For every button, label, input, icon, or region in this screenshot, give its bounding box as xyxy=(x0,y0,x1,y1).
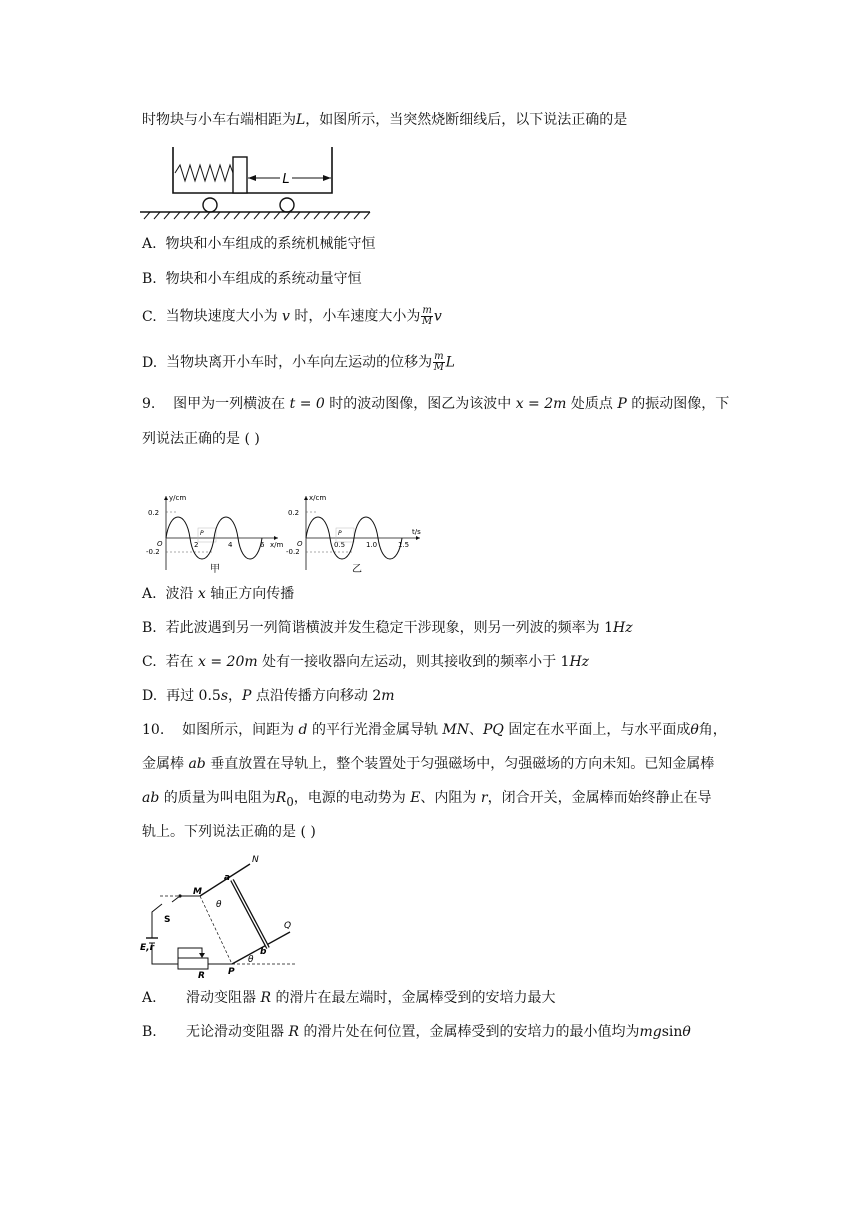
svg-text:2: 2 xyxy=(194,541,199,549)
svg-text:4: 4 xyxy=(228,541,233,549)
q8-option-b[interactable]: B. 物块和小车组成的系统动量守恒 xyxy=(142,271,362,287)
svg-text:1.0: 1.0 xyxy=(366,541,378,549)
svg-text:P: P xyxy=(338,530,342,537)
rail-circuit-figure xyxy=(140,852,300,978)
svg-text:O: O xyxy=(297,540,303,548)
svg-text:a: a xyxy=(224,873,231,883)
svg-text:b: b xyxy=(260,947,267,957)
svg-text:t/s: t/s xyxy=(412,528,421,536)
svg-text:-0.2: -0.2 xyxy=(146,548,160,556)
wave-graph-left xyxy=(146,494,284,575)
q8-option-c[interactable]: C. 当物块速度大小为 v 时，小车速度大小为 $\frac{m}{M}$ v xyxy=(142,305,442,327)
q10-stem-line1: 10. 如图所示，间距为 d 的平行光滑金属导轨 MN、PQ 固定在水平面上，与水平面成θ角， xyxy=(142,722,727,738)
wave-graphs-figure xyxy=(140,490,430,576)
q9-option-b[interactable]: B. 若此波遇到另一列简谐横波并发生稳定干涉现象，则另一列波的频率为 1Hz xyxy=(142,620,633,636)
q9-option-c[interactable]: C. 若在 x = 20m 处有一接收器向左运动，则其接收到的频率小于 1Hz xyxy=(142,654,590,670)
cart-spring-figure xyxy=(140,143,372,223)
q8-intro: 时物块与小车右端相距为L，如图所示，当突然烧断细线后，以下说法正确的是 xyxy=(142,112,628,128)
svg-text:0.2: 0.2 xyxy=(288,509,300,517)
svg-text:θ: θ xyxy=(248,955,254,965)
svg-text:S: S xyxy=(164,915,171,925)
fraction-m-over-M: $\frac{m}{M}$ xyxy=(422,305,433,327)
q10-option-b[interactable]: B. 无论滑动变阻器 R 的滑片处在何位置，金属棒受到的安培力的最小值均为mgsinθ xyxy=(142,1024,691,1040)
q8-option-d[interactable]: D. 当物块离开小车时，小车向左运动的位移为 $\frac{m}{M}$ L xyxy=(142,351,455,373)
svg-text:P: P xyxy=(200,530,204,537)
q10-stem-line4: 轨上。下列说法正确的是 ( ) xyxy=(142,824,316,840)
fraction-m-over-M: $\frac{m}{M}$ xyxy=(433,351,444,373)
q10-stem-line3: ab 的质量为叫电阻为$R_0$，电源的电动势为 E、内阻为 r，闭合开关，金属棒而始终静止在导 xyxy=(142,790,712,809)
q9-option-d[interactable]: D. 再过 0.5s，P 点沿传播方向移动 2m xyxy=(142,688,395,704)
svg-text:-0.2: -0.2 xyxy=(286,548,300,556)
svg-text:E,r: E,r xyxy=(140,943,155,953)
q9-stem-line2: 列说法正确的是 ( ) xyxy=(142,431,260,447)
svg-text:P: P xyxy=(228,967,235,977)
svg-text:x/m: x/m xyxy=(270,541,284,549)
svg-text:6: 6 xyxy=(260,541,265,549)
svg-text:y/cm: y/cm xyxy=(169,494,187,502)
svg-text:甲: 甲 xyxy=(210,564,220,575)
svg-text:x/cm: x/cm xyxy=(309,494,327,502)
wave-graph-right xyxy=(286,494,421,575)
svg-text:O: O xyxy=(157,540,163,548)
q10-stem-line2: 金属棒 ab 垂直放置在导轨上，整个装置处于匀强磁场中，匀强磁场的方向未知。已知金属棒 xyxy=(142,756,715,772)
svg-text:0.2: 0.2 xyxy=(148,509,160,517)
dim-label-L: L xyxy=(282,172,290,187)
svg-text:Q: Q xyxy=(284,921,292,931)
svg-text:R: R xyxy=(198,971,205,978)
q10-option-a[interactable]: A. 滑动变阻器 R 的滑片在最左端时，金属棒受到的安培力最大 xyxy=(142,990,556,1006)
q8-option-a[interactable]: A. 物块和小车组成的系统机械能守恒 xyxy=(142,236,376,252)
q9-option-a[interactable]: A. 波沿 x 轴正方向传播 xyxy=(142,586,295,602)
svg-text:θ: θ xyxy=(216,900,222,910)
svg-text:乙: 乙 xyxy=(352,564,362,575)
svg-text:M: M xyxy=(193,887,202,897)
svg-text:1.5: 1.5 xyxy=(398,541,410,549)
svg-text:N: N xyxy=(252,855,259,865)
q9-stem-line1: 9. 图甲为一列横波在 t = 0 时的波动图像，图乙为该波中 x = 2m 处质点 P 的振动图像，下 xyxy=(142,396,730,412)
svg-text:0.5: 0.5 xyxy=(334,541,346,549)
